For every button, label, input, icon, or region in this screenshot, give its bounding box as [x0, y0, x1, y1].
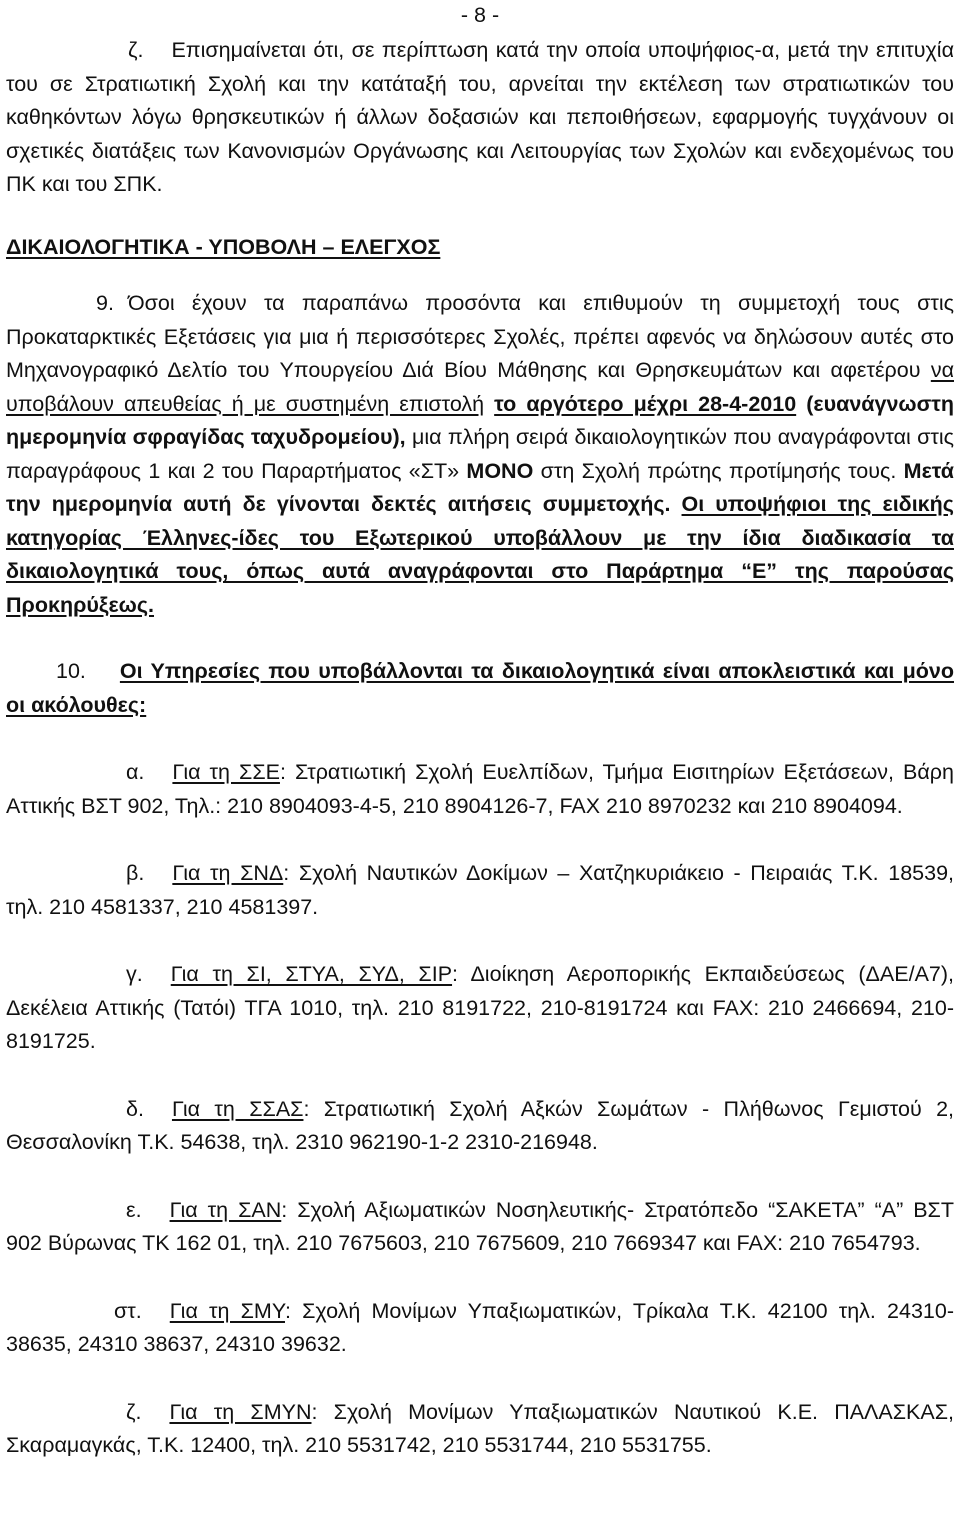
address-item	[6, 1295, 954, 1362]
item-text: : Σχολή Ναυτικών Δοκίμων – Χατζηκυριάκειο - Πειραιάς Τ.Κ. 18539, τηλ. 210 4581337, 210 4581397.	[6, 861, 954, 919]
only-emphasis: ΜΟΝΟ	[466, 458, 534, 483]
late-notice: Μετά την ημερομηνία αυτή δε γίνονται δεκτές αιτήσεις συμμετοχής.	[6, 458, 954, 516]
item-school: Για τη ΣΑΝ	[169, 1197, 282, 1222]
address-item	[6, 958, 954, 1059]
address-item	[6, 1194, 954, 1261]
item-school: Για τη ΣΝΔ	[172, 861, 284, 885]
item-school: Για τη ΣΣΕ	[172, 760, 280, 784]
item-label: στ.	[114, 1298, 142, 1323]
item-text: : Διοίκηση Αεροπορικής Εκπαιδεύσεως (ΔΑΕ/Α7), Δεκέλεια Αττικής (Τατόι) ΤΓΑ 1010, τηλ. 210 8191722, 210-8191724 και FAX: 210 2466694, 210-8191725.	[6, 962, 954, 1053]
item-text: : Σχολή Μονίμων Υπαξιωματικών, Τρίκαλα Τ.Κ. 42100 τηλ. 24310-38635, 24310 38637, 24310 39632.	[6, 1298, 954, 1356]
paragraph-text: μια πλήρη σειρά δικαιολογητικών που αναγράφονται στις παραγράφους 1 και 2 του Παραρτήματος «ΣΤ»	[6, 425, 954, 483]
item-label: ζ.	[126, 1399, 142, 1424]
postmark-note: (ευανάγνωστη ημερομηνία σφραγίδας ταχυδρομείου),	[6, 391, 954, 449]
item-text: : Σχολή Αξιωματικών Νοσηλευτικής- Στρατόπεδο “ΣΑΚΕΤΑ” “Α” ΒΣΤ 902 Βύρωνας ΤΚ 162 01, τηλ. 210 7675603, 210 7675609, 210 7669347 και FAX: 210 7654793.	[6, 1197, 954, 1255]
paragraph-zeta	[6, 34, 954, 202]
item-school: Για τη ΣΜΥΝ	[169, 1399, 312, 1424]
paragraph-label: ζ.	[128, 38, 144, 62]
paragraph-label: 9.	[96, 291, 114, 315]
paragraph-text: Οι Υπηρεσίες που υποβάλλονται τα δικαιολογητικά είναι αποκλειστικά και μόνο οι ακόλουθες:	[6, 659, 954, 717]
abroad-candidates-note: Οι υποψήφιοι της ειδικής κατηγορίας Έλληνες-ίδες του Εξωτερικού υποβάλλουν με την ίδια διαδικασία τα δικαιολογητικά τους, όπως αυτά αναγράφονται στο Παράρτημα “Ε” της παρούσας Προκηρύξεως.	[6, 492, 954, 617]
address-item	[6, 1396, 954, 1463]
section-heading: ΔΙΚΑΙΟΛΟΓΗΤΙΚΑ - ΥΠΟΒΟΛΗ – ΕΛΕΓΧΟΣ	[6, 234, 441, 259]
item-text: : Στρατιωτική Σχολή Αξκών Σωμάτων - Πλήθωνος Γεμιστού 2, Θεσσαλονίκη Τ.Κ. 54638, τηλ. 2310 962190-1-2 2310-216948.	[6, 1096, 954, 1154]
item-label: ε.	[126, 1197, 142, 1222]
item-text: : Σχολή Μονίμων Υπαξιωματικών Ναυτικού Κ.Ε. ΠΑΛΑΣΚΑΣ, Σκαραμαγκάς, Τ.Κ. 12400, τηλ. 210 5531742, 210 5531744, 210 5531755.	[6, 1399, 954, 1457]
item-label: γ.	[126, 962, 143, 986]
paragraph-9	[6, 287, 954, 622]
item-text: : Στρατιωτική Σχολή Ευελπίδων, Τμήμα Εισιτηρίων Εξετάσεων, Βάρη Αττικής ΒΣΤ 902, Τηλ.: 210 8904093-4-5, 210 8904126-7, FAX 210 8970232 και 210 8904094.	[6, 760, 954, 818]
item-school: Για τη ΣΙ, ΣΤΥΑ, ΣΥΔ, ΣΙΡ	[170, 962, 453, 986]
item-school: Για τη ΣΜΥ	[169, 1298, 285, 1323]
paragraph-text: Όσοι έχουν τα παραπάνω προσόντα και επιθυμούν τη συμμετοχή τους στις Προκαταρκτικές Εξετάσεις για μια ή περισσότερες Σχολές, πρέπει αφενός να δηλώσουν αυτές στο Μηχανογραφικό Δελτίο του Υπουργείου Διά Βίου Μάθησης και Θρησκευμάτων και αφετέρου	[6, 291, 954, 382]
paragraph-10	[6, 655, 954, 722]
paragraph-label: 10.	[56, 659, 86, 683]
item-label: β.	[126, 861, 145, 885]
paragraph-text: Επισημαίνεται ότι, σε περίπτωση κατά την οποία υποψήφιος-α, μετά την επιτυχία του σε Στρατιωτική Σχολή και την κατάταξή του, αρνείται την εκτέλεση των στρατιωτικών του καθηκόντων λόγω θρησκευτικών ή άλλων δοξασιών και πεποιθήσεων, εφαρμογής τυγχάνουν οι σχετικές διατάξεις των Κανονισμών Οργάνωσης και Λειτουργίας των Σχολών και ενδεχομένως του ΠΚ και του ΣΠΚ.	[6, 38, 954, 196]
item-school: Για τη ΣΣΑΣ	[171, 1096, 304, 1121]
address-item	[6, 756, 954, 823]
item-label: α.	[126, 760, 145, 784]
deadline: το αργότερο μέχρι 28-4-2010	[494, 391, 797, 416]
address-item	[6, 1093, 954, 1160]
address-item	[6, 857, 954, 924]
page-number: - 8 -	[460, 3, 500, 27]
item-label: δ.	[126, 1096, 144, 1121]
submission-method: να υποβάλουν απευθείας ή με συστημένη επιστολή	[6, 358, 954, 416]
paragraph-text: στη Σχολή πρώτης προτίμησής τους.	[533, 458, 904, 483]
